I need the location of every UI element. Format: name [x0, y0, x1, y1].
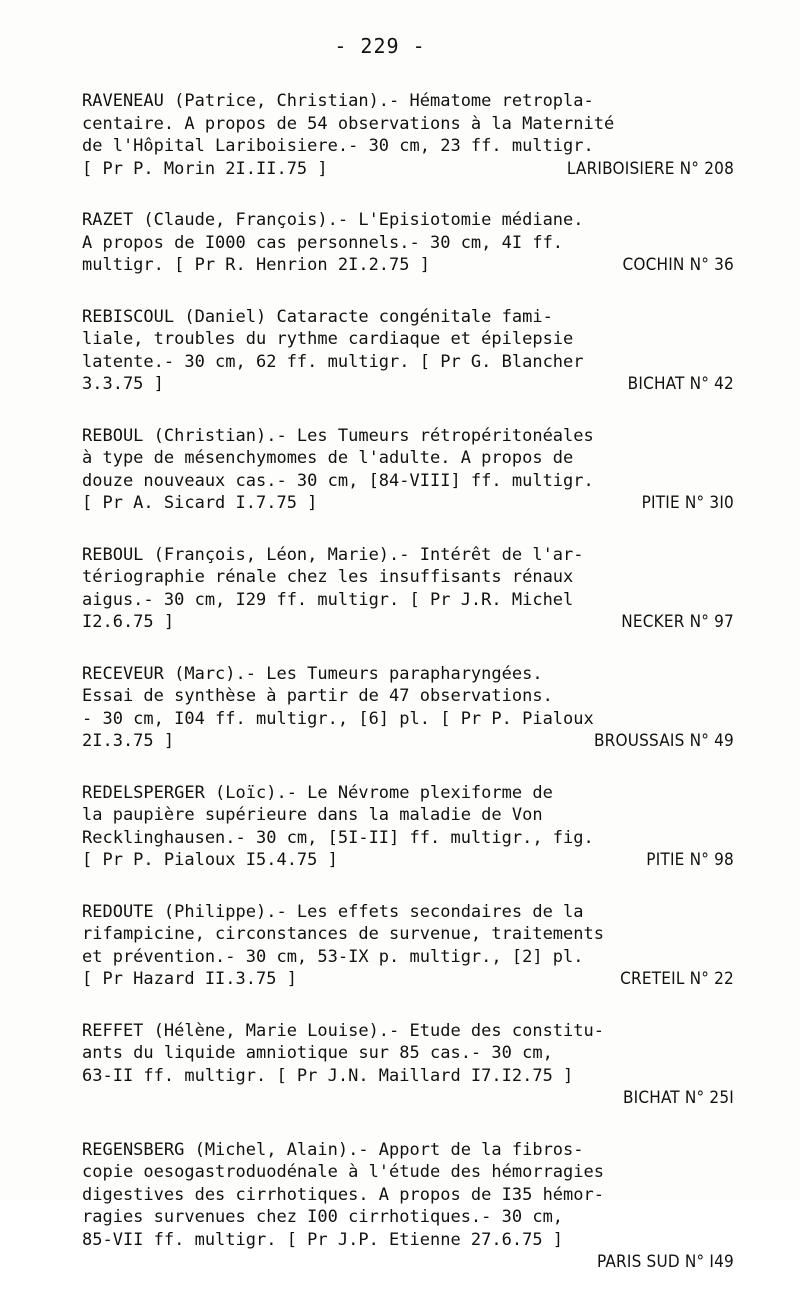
entry-line: rifampicine, circonstances de survenue, traitements	[82, 924, 604, 944]
bibliography-entries	[82, 90, 734, 1303]
entry-line: REBOUL (François, Léon, Marie).- Intérêt de l'ar-	[82, 544, 584, 565]
entry-line: et prévention.- 30 cm, 53-IX p. multigr., [2] pl.	[82, 946, 584, 967]
thesis-entry	[82, 663, 734, 753]
library-location: LARIBOISIERE N° 208	[566, 158, 734, 179]
entry-line: [ Pr P. Pialoux I5.4.75 ] PITIE N° 98	[82, 850, 734, 870]
entry-line: Recklinghausen.- 30 cm, [5I-II] ff. multigr., fig.	[82, 827, 594, 848]
entry-line: tériographie rénale chez les insuffisants rénaux	[82, 567, 574, 587]
entry-line: I2.6.75 ] NECKER N° 97	[82, 612, 734, 632]
entry-line: 3.3.75 ] BICHAT N° 42	[82, 374, 734, 394]
thesis-entry	[82, 425, 734, 515]
entry-line: latente.- 30 cm, 62 ff. multigr. [ Pr G. Blancher	[82, 351, 584, 372]
thesis-entry	[82, 90, 734, 180]
entry-line: ants du liquide amniotique sur 85 cas.- 30 cm,	[82, 1043, 553, 1063]
entry-line: 85-VII ff. multigr. [ Pr J.P. Etienne 27.6.75 ]	[82, 1229, 564, 1250]
thesis-entry	[82, 901, 734, 991]
entry-line: liale, troubles du rythme cardiaque et épilepsie	[82, 329, 574, 349]
library-location: PITIE N° 98	[646, 850, 734, 870]
library-location: BROUSSAIS N° 49	[593, 731, 734, 751]
thesis-entry	[82, 1020, 734, 1110]
entry-line: RAZET (Claude, François).- L'Episiotomie médiane.	[82, 210, 584, 230]
entry-line: REBISCOUL (Daniel) Cataracte congénitale fami-	[82, 306, 553, 327]
entry-line: RECEVEUR (Marc).- Les Tumeurs parapharyngées.	[82, 663, 543, 684]
library-location: PARIS SUD N° I49	[597, 1252, 734, 1272]
entry-line: A propos de I000 cas personnels.- 30 cm, 4I ff.	[82, 232, 564, 253]
entry-line: copie oesogastroduodénale à l'étude des hémorragies	[82, 1162, 604, 1182]
entry-line: REBOUL (Christian).- Les Tumeurs rétropéritonéales	[82, 425, 594, 446]
entry-line: 2I.3.75 ] BROUSSAIS N° 49	[82, 731, 734, 751]
library-location: BICHAT N° 25I	[622, 1088, 734, 1108]
entry-line: de l'Hôpital Lariboisiere.- 30 cm, 23 ff. multigr.	[82, 136, 594, 156]
library-location: BICHAT N° 42	[627, 374, 734, 394]
entry-line: [ Pr Hazard II.3.75 ] CRETEIL N° 22	[82, 969, 734, 989]
entry-line: REDELSPERGER (Loïc).- Le Névrome plexiforme de	[82, 782, 553, 803]
entry-line: à type de mésenchymomes de l'adulte. A propos de	[82, 448, 574, 468]
entry-line: [ Pr P. Morin 2I.II.75 ] LARIBOISIERE N° 208	[82, 158, 734, 179]
page-number: - 229 -	[334, 34, 426, 58]
entry-line: REGENSBERG (Michel, Alain).- Apport de la fibros-	[82, 1139, 584, 1160]
thesis-entry	[82, 306, 734, 396]
library-location: PITIE N° 3I0	[641, 493, 734, 513]
entry-line: ragies survenues chez I00 cirrhotiques.- 30 cm,	[82, 1207, 564, 1227]
entry-line: aigus.- 30 cm, I29 ff. multigr. [ Pr J.R. Michel	[82, 589, 574, 610]
library-location: NECKER N° 97	[621, 612, 734, 632]
entry-line: [ Pr A. Sicard I.7.75 ] PITIE N° 3I0	[82, 493, 734, 513]
library-location: CRETEIL N° 22	[620, 969, 734, 989]
entry-line: multigr. [ Pr R. Henrion 2I.2.75 ] COCHIN N° 36	[82, 255, 734, 275]
entry-line: RAVENEAU (Patrice, Christian).- Hématome retropla-	[82, 91, 594, 111]
entry-line: - 30 cm, I04 ff. multigr., [6] pl. [ Pr P. Pialoux	[82, 708, 594, 729]
entry-line: centaire. A propos de 54 observations à la Maternité	[82, 113, 615, 134]
library-location: COCHIN N° 36	[622, 255, 734, 275]
thesis-entry	[82, 209, 734, 277]
entry-line: digestives des cirrhotiques. A propos de I35 hémor-	[82, 1184, 604, 1205]
entry-line: REDOUTE (Philippe).- Les effets secondaires de la	[82, 901, 584, 922]
entry-line: douze nouveaux cas.- 30 cm, [84-VIII] ff. multigr.	[82, 470, 594, 491]
thesis-entry	[82, 544, 734, 634]
thesis-entry	[82, 782, 734, 872]
entry-line: 63-II ff. multigr. [ Pr J.N. Maillard I7.I2.75 ]	[82, 1065, 574, 1086]
thesis-entry	[82, 1139, 734, 1274]
entry-line: la paupière supérieure dans la maladie de Von	[82, 805, 543, 825]
entry-line: Essai de synthèse à partir de 47 observations.	[82, 686, 553, 706]
entry-line: REFFET (Hélène, Marie Louise).- Etude des constitu-	[82, 1020, 604, 1041]
